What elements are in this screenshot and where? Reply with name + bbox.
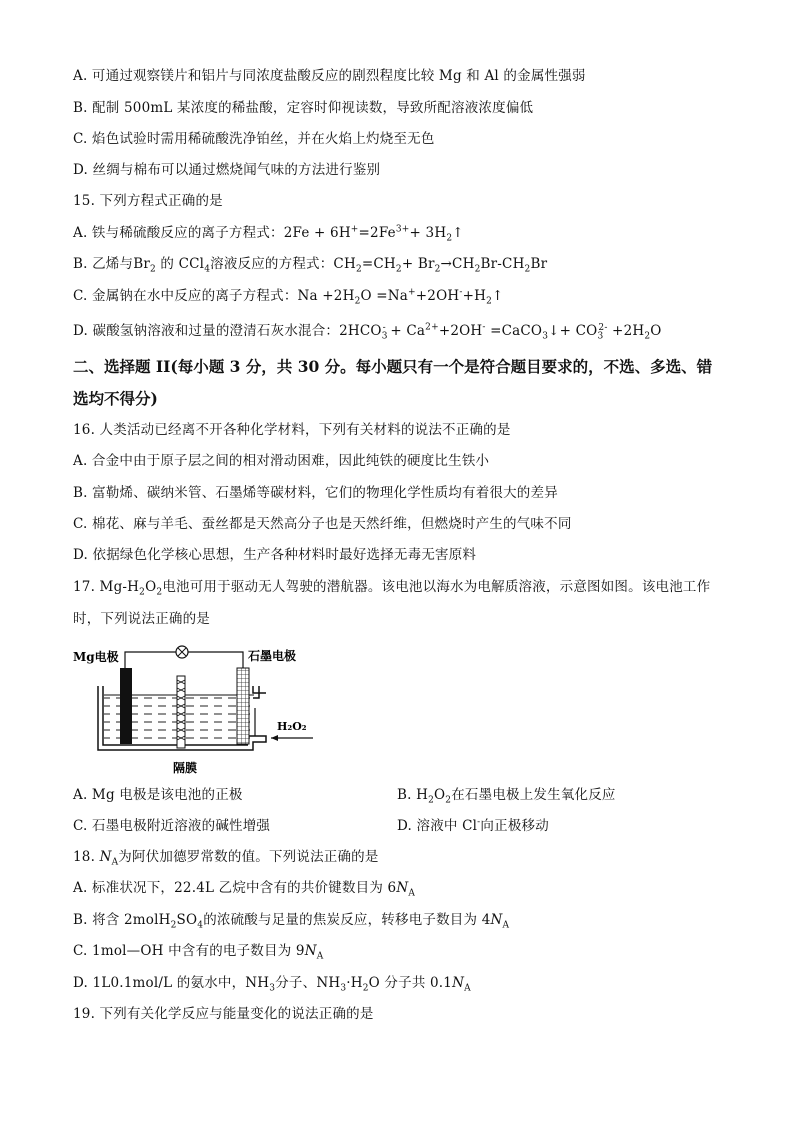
q15-stem: 15. 下列方程式正确的是 — [73, 193, 223, 209]
q18-option-c: C. 1mol—OH 中含有的电子数目为 $9N_A$ — [73, 943, 324, 962]
graphite-electrode-label: 石墨电极 — [248, 649, 297, 663]
q17-stem-line1: 17. $Mg-H_2O_2$电池可用于驱动无人驾驶的潜航器。该电池以海水为电解质溶液，示意图如图。该电池工作 — [73, 579, 711, 598]
section-2-heading-line2: 选均不得分) — [73, 389, 158, 408]
q18-option-b: B. 将含 $2molH_2SO_4$的浓硫酸与足量的焦炭反应，转移电子数目为 $4N_A$ — [73, 912, 510, 931]
q14-option-d: D. 丝绸与棉布可以通过燃烧闻气味的方法进行鉴别 — [73, 162, 381, 178]
q17-option-b: B. $H_2O_2$在石墨电极上发生氧化反应 — [397, 787, 616, 806]
q17-option-a: A. Mg 电极是该电池的正极 — [73, 787, 243, 803]
graphite-electrode — [237, 668, 249, 744]
section-2-heading-line1: 二、选择题 II(每小题 3 分，共 30 分。每小题只有一个是符合题目要求的，不选、多选、错 — [73, 357, 713, 376]
q16-option-b: B. 富勒烯、碳纳米管、石墨烯等碳材料，它们的物理化学性质均有着很大的差异 — [73, 485, 558, 501]
membrane — [177, 676, 185, 748]
mg-electrode-label: Mg电极 — [73, 650, 119, 664]
q16-option-c: C. 棉花、麻与羊毛、蚕丝都是天然高分子也是天然纤维，但燃烧时产生的气味不同 — [73, 516, 572, 532]
q16-stem: 16. 人类活动已经离不开各种化学材料，下列有关材料的说法不正确的是 — [73, 422, 511, 438]
q17-option-d: D. 溶液中 Cl-向正极移动 — [397, 817, 549, 834]
q15-option-b: B. 乙烯与$Br_2$ 的 CCl$_4$溶液反应的方程式：$CH_2=CH_2+ Br_2\to CH_2Br-CH_2Br$ — [73, 256, 548, 275]
q14-option-b: B. 配制 500mL 某浓度的稀盐酸，定容时仰视读数，导致所配溶液浓度偏低 — [73, 100, 534, 116]
battery-diagram — [73, 638, 333, 778]
q19-stem: 19. 下列有关化学反应与能量变化的说法正确的是 — [73, 1006, 374, 1022]
mg-electrode — [120, 668, 132, 744]
q14-option-a: A. 可通过观察镁片和铝片与同浓度盐酸反应的剧烈程度比较 Mg 和 Al 的金属性强弱 — [73, 68, 586, 84]
q15-option-c: C. 金属钠在水中反应的离子方程式：$Na +2H_2O$ $=Na^++2OH^-+H_2↑$ — [73, 287, 504, 307]
q17-stem-line2: 时，下列说法正确的是 — [73, 611, 210, 627]
q18-stem: 18. $N_A$为阿伏加德罗常数的值。下列说法正确的是 — [73, 849, 379, 868]
q16-option-d: D. 依据绿色化学核心思想，生产各种材料时最好选择无毒无害原料 — [73, 547, 477, 563]
q15-option-a: A. 铁与稀硫酸反应的离子方程式：$2Fe + 6H^+=2Fe^{3+}+$ $3H_2↑$ — [73, 224, 464, 244]
q17-option-c: C. 石墨电极附近溶液的碱性增强 — [73, 818, 271, 834]
q18-option-d: D. 1L0.1mol/L 的氨水中，$NH_3$分子、$NH_3\cdot H_2O$ 分子共 $0.1N_A$ — [73, 975, 471, 994]
q18-option-a: A. 标准状况下，22.4L 乙烷中含有的共价键数目为 $6N_A$ — [73, 880, 416, 899]
q16-option-a: A. 合金中由于原子层之间的相对滑动困难，因此纯铁的硬度比生铁小 — [73, 453, 490, 469]
h2o2-label: H₂O₂ — [277, 720, 307, 733]
q14-option-c: C. 焰色试验时需用稀硫酸洗净铂丝，并在火焰上灼烧至无色 — [73, 131, 435, 147]
membrane-label: 隔膜 — [173, 761, 198, 775]
q15-option-d: D. 碳酸氢钠溶液和过量的澄清石灰水混合：$2HCO_3^- + Ca^{2+}+2OH^-$ =CaCO$_3$↓+ $CO_3^{2-} +2H_2O$ — [73, 322, 662, 342]
